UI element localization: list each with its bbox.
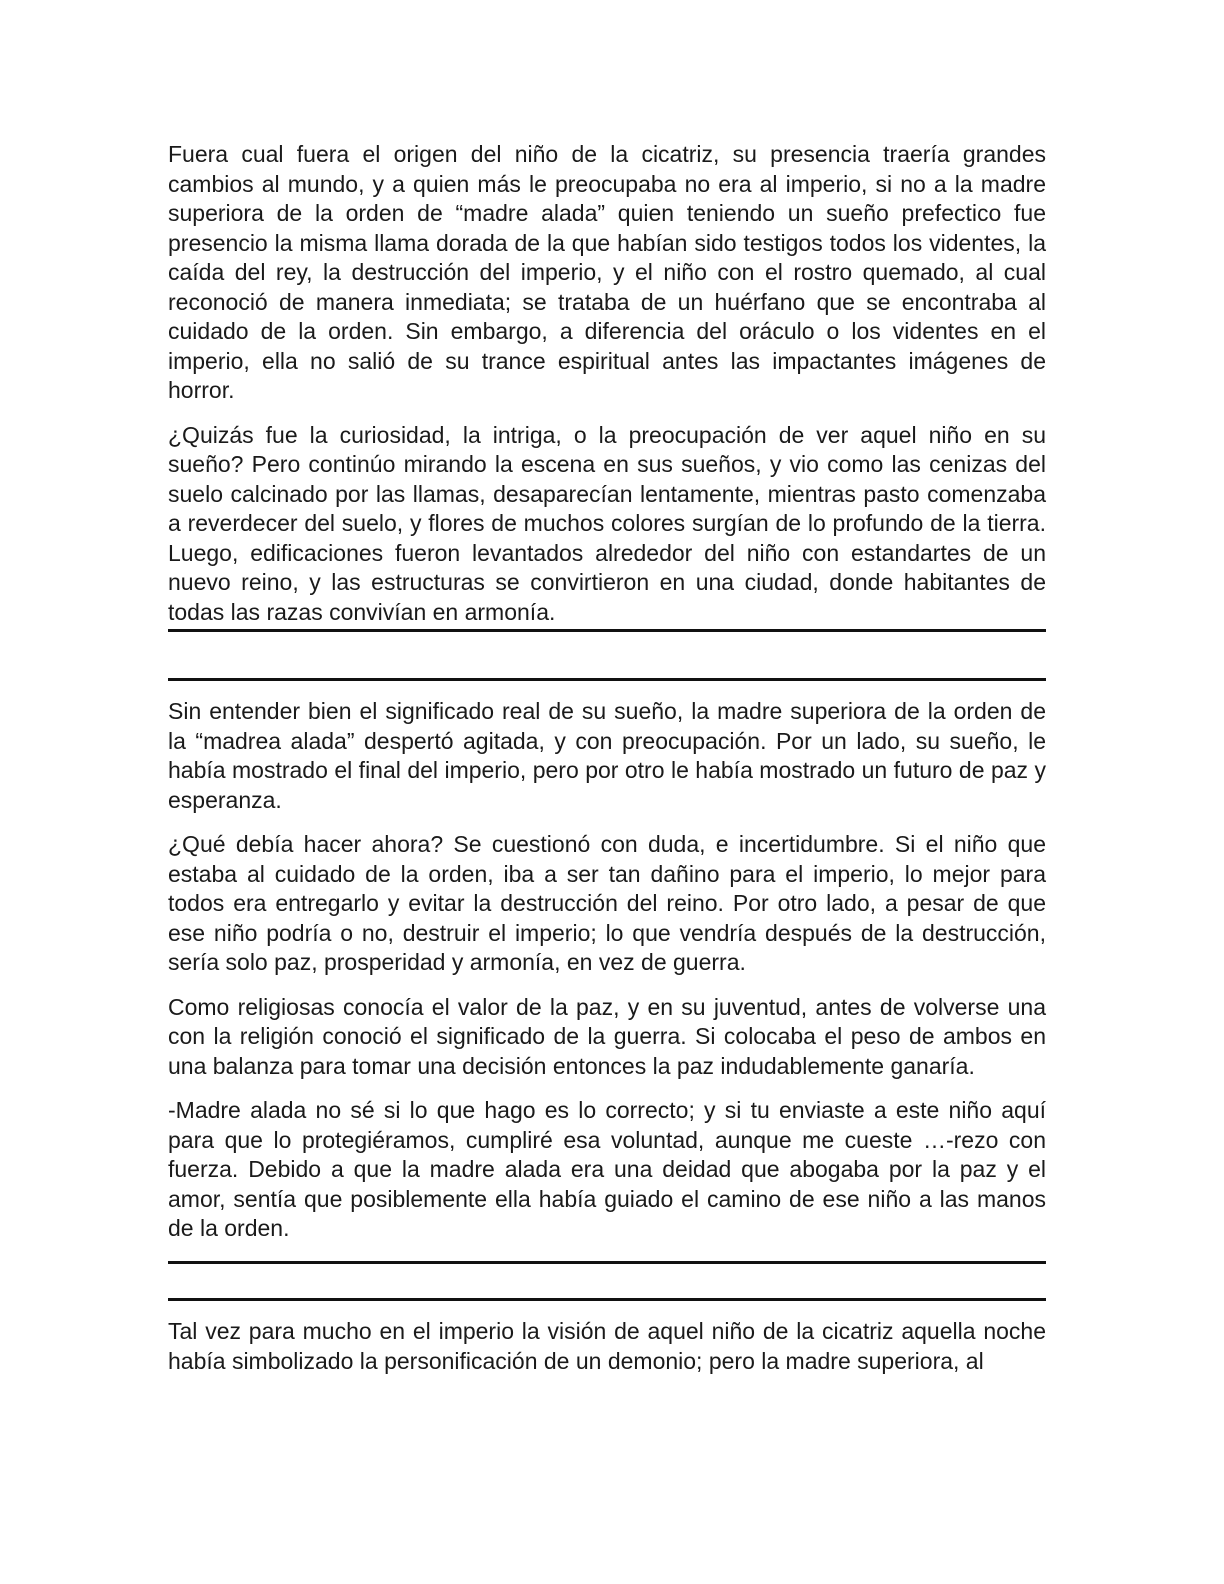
paragraph-gap	[168, 1081, 1046, 1096]
paragraph: Sin entender bien el significado real de su sueño, la madre superiora de la orden de la “madrea alada” despertó agitada, y con preocupación. Por un lado, su sueño, le había mostrado el final del imperio, pero por otro le había mostrado un futuro de paz y esperanza.	[168, 698, 1046, 813]
section-3	[168, 1317, 1046, 1376]
section-1	[168, 140, 1046, 627]
paragraph: ¿Qué debía hacer ahora? Se cuestionó con duda, e incertidumbre. Si el niño que estaba al cuidado de la orden, iba a ser tan dañino para el imperio, lo mejor para todos era entregarlo y evitar la destrucción del reino. Por otro lado, a pesar de que ese niño podría o no, destruir el imperio; lo que vendría después de la destrucción, sería solo paz, prosperidad y armonía, en vez de guerra.	[168, 831, 1046, 975]
paragraph-gap	[168, 406, 1046, 421]
section-divider	[168, 678, 1046, 681]
paragraph: ¿Quizás fue la curiosidad, la intriga, o la preocupación de ver aquel niño en su sueño? Pero continúo mirando la escena en sus sueños, y vio como las cenizas del suelo calcinado por las llamas, desaparecían lentamente, mientras pasto comenzaba a reverdecer del suelo, y flores de muchos colores surgían de lo profundo de la tierra. Luego, edificaciones fueron levantados alrededor del niño con estandartes de un nuevo reino, y las estructuras se convirtieron en una ciudad, donde habitantes de todas las razas convivían en armonía.	[168, 421, 1046, 625]
paragraph: -Madre alada no sé si lo que hago es lo correcto; y si tu enviaste a este niño aquí para que lo protegiéramos, cumpliré esa voluntad, aunque me cueste …-rezo con fuerza. Debido a que la madre alada era una deidad que abogaba por la paz y el amor, sentía que posiblemente ella había guiado el camino de ese niño a las manos de la orden.	[168, 1097, 1046, 1241]
paragraph-gap	[168, 815, 1046, 830]
paragraph: Fuera cual fuera el origen del niño de la cicatriz, su presencia traería grandes cambios al mundo, y a quien más le preocupaba no era al imperio, si no a la madre superiora de la orden de “madre alada” quien teniendo un sueño prefectico fue presencio la misma llama dorada de la que habían sido testigos todos los videntes, la caída del rey, la destrucción del imperio, y el niño con el rostro quemado, al cual reconoció de manera inmediata; se trataba de un huérfano que se encontraba al cuidado de la orden. Sin embargo, a diferencia del oráculo o los videntes en el imperio, ella no salió de su trance espiritual antes las impactantes imágenes de horror.	[168, 141, 1046, 403]
paragraph: Como religiosas conocía el valor de la paz, y en su juventud, antes de volverse una con la religión conoció el significado de la guerra. Si colocaba el peso de ambos en una balanza para tomar una decisión entonces la paz indudablemente ganaría.	[168, 993, 1046, 1079]
section-2	[168, 697, 1046, 1244]
section-divider	[168, 629, 1046, 632]
paragraph-gap	[168, 978, 1046, 993]
paragraph: Tal vez para mucho en el imperio la visión de aquel niño de la cicatriz aquella noche había simbolizado la personificación de un demonio; pero la madre superiora, al	[168, 1318, 1046, 1374]
section-divider	[168, 1261, 1046, 1264]
section-divider	[168, 1298, 1046, 1301]
